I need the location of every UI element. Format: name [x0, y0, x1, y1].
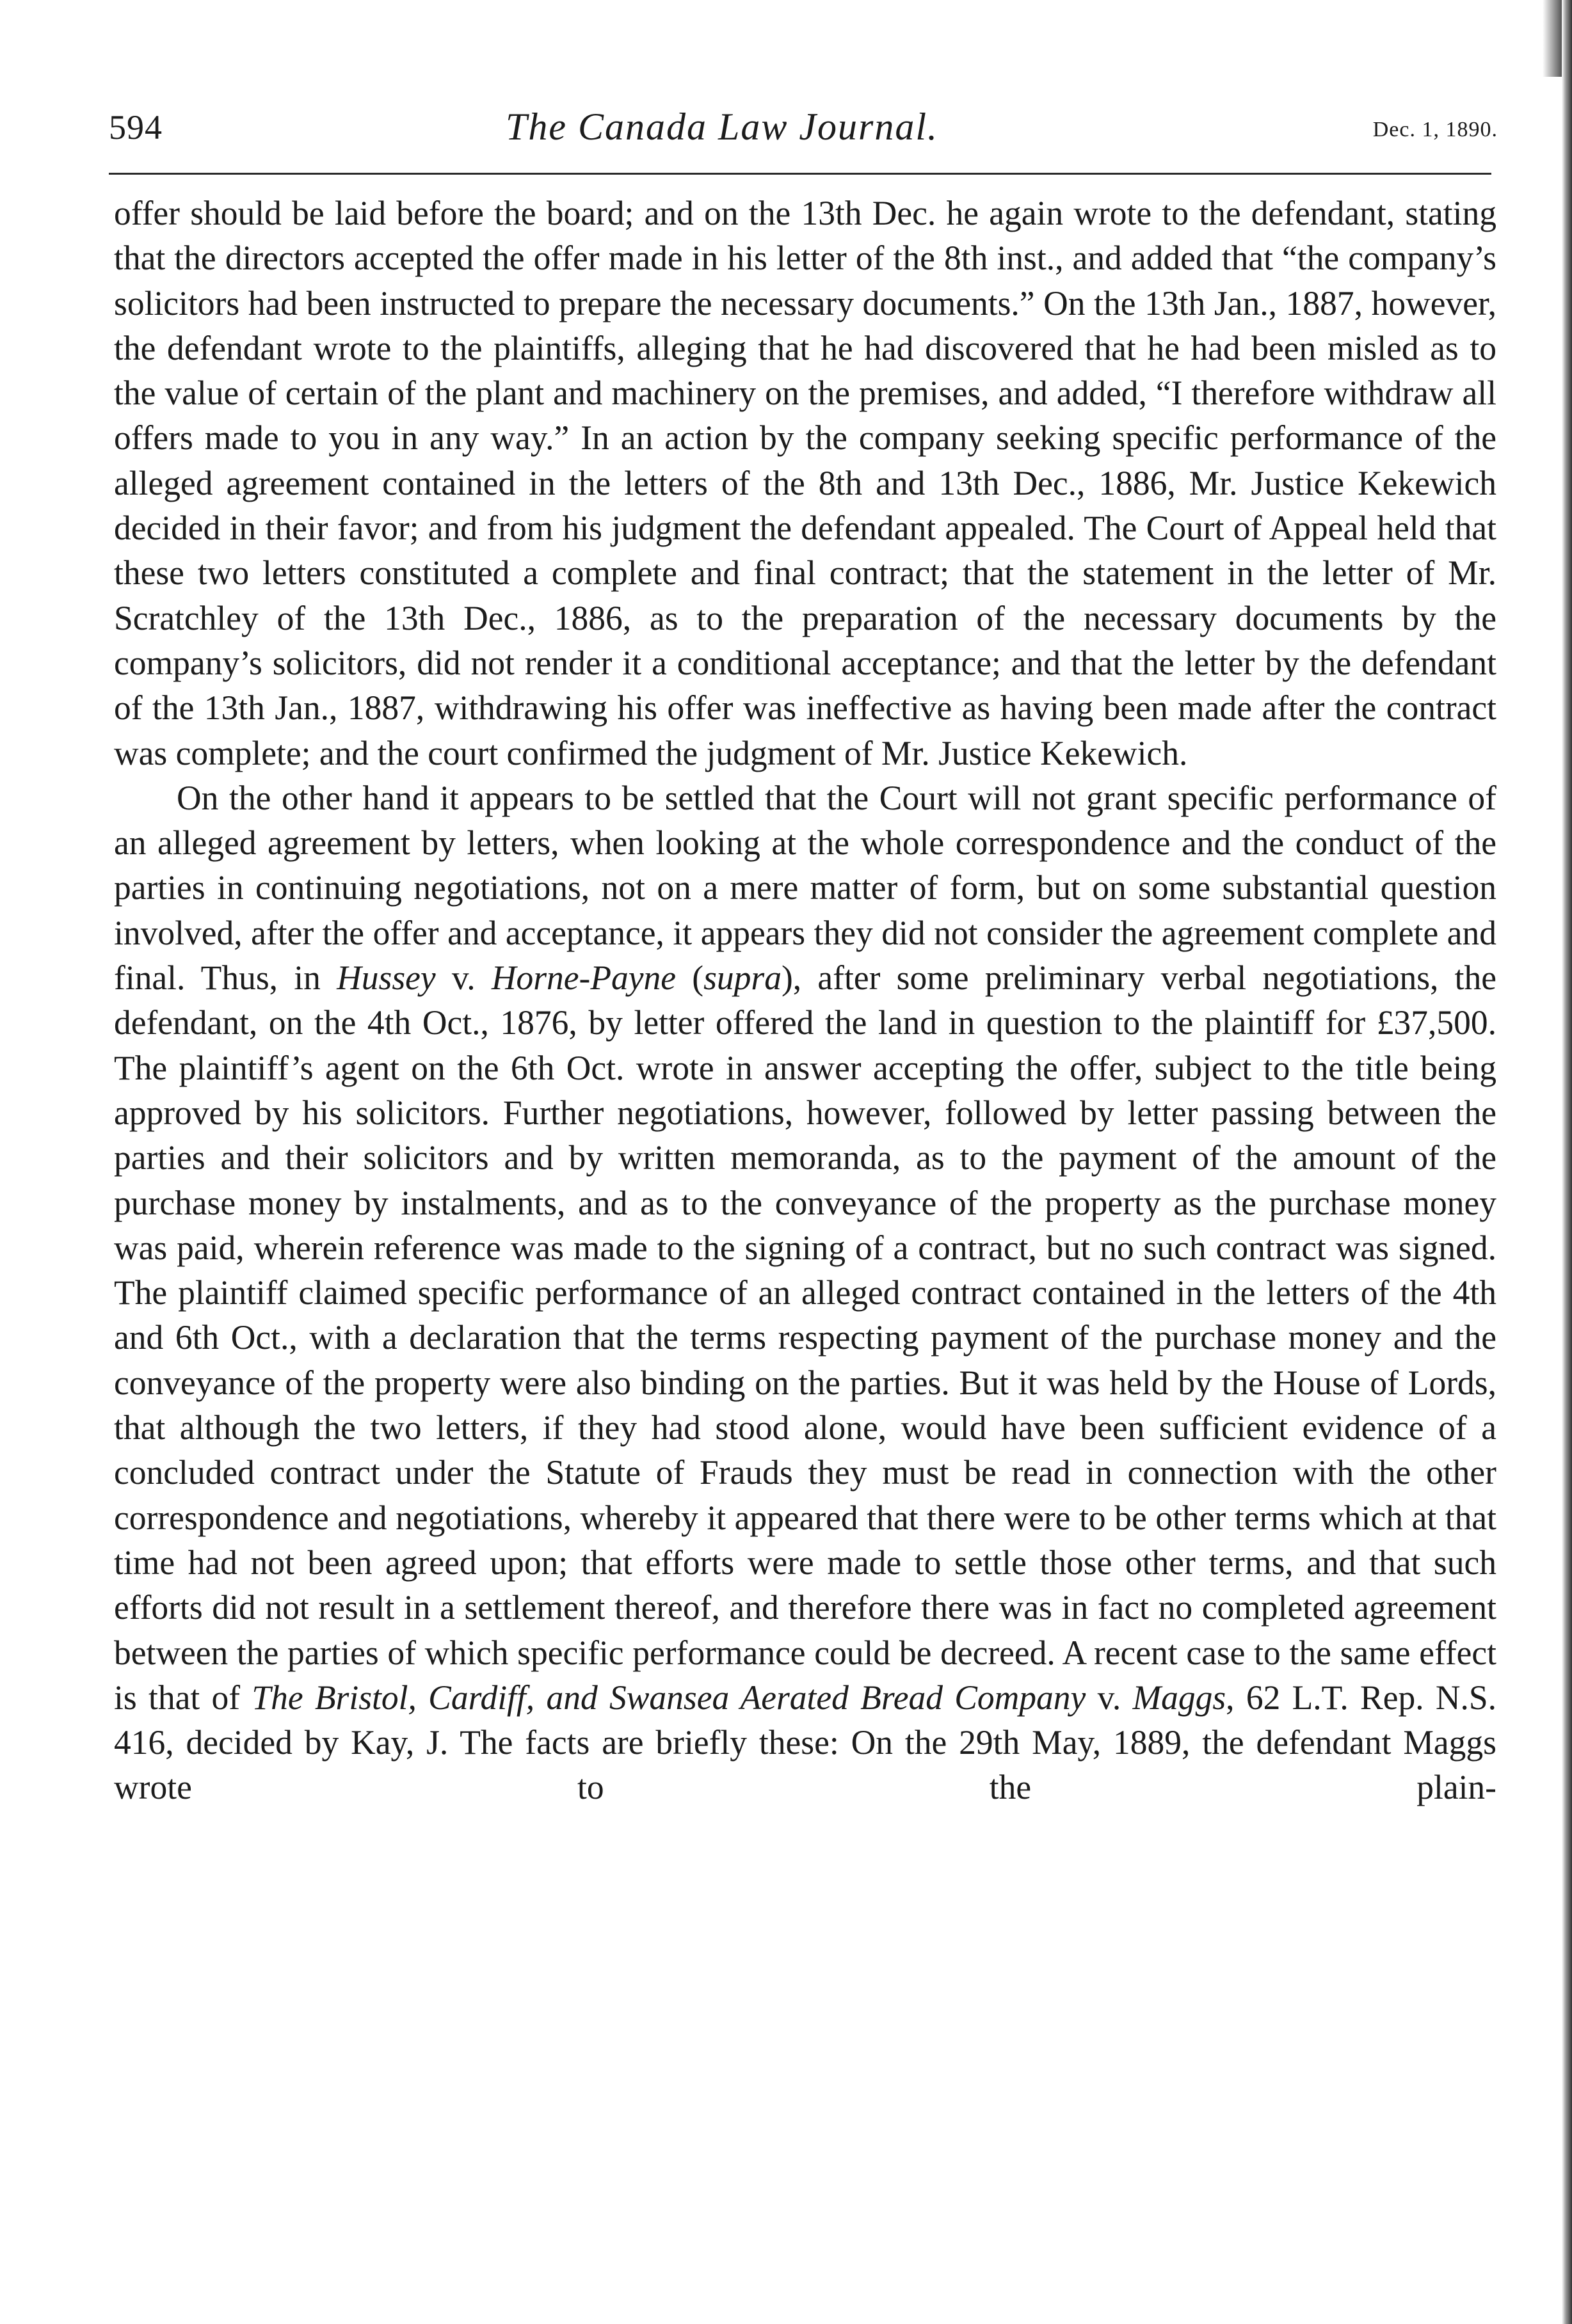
journal-title: The Canada Law Journal. — [506, 106, 939, 148]
supra-reference: supra — [703, 959, 782, 998]
header-rule — [109, 173, 1491, 175]
versus: v. — [435, 959, 492, 998]
case-name-hussey: Hussey — [337, 959, 436, 998]
scan-edge-shadow — [1543, 0, 1562, 77]
page-binding-edge — [1562, 0, 1572, 2324]
text-run: , 62 L.T. Rep. N.S. 416, decided by Kay, J. The facts are briefly these: On the 29th May, 1889, the defendant Maggs wrote to the plain- — [114, 1678, 1496, 1807]
case-name-horne-payne: Horne-Payne — [491, 959, 677, 998]
paren-open: ( — [676, 959, 704, 998]
versus: v. — [1086, 1678, 1133, 1717]
page-number: 594 — [109, 108, 163, 147]
paragraph-specific-performance — [114, 776, 1496, 1810]
article-body — [114, 191, 1496, 1810]
running-header — [102, 107, 1498, 159]
case-name-bristol-bread-company: The Bristol, Cardiff, and Swansea Aerated Bread Company — [252, 1678, 1086, 1717]
text-run: On the other hand it appears to be settled that the Court will not grant specific performance of an alleged agreement by letters, when looking at the whole correspondence and the conduct of the parties in continuing negotiations, not on a mere matter of form, but on some substantial question involved, after the offer and acceptance, it appears they did not consider the agreement complete and final. Thus, in — [114, 778, 1496, 998]
issue-date: Dec. 1, 1890. — [1372, 118, 1498, 141]
paragraph-continued: offer should be laid before the board; and on the 13th Dec. he again wrote to the defendant, stating that the directors accepted the offer made in his letter of the 8th inst., and added that “the company’s solicitors had been instructed to prepare the necessary documents.” On the 13th Jan., 1887, however, the defendant wrote to the plaintiffs, alleging that he had discovered that he had been misled as to the value of certain of the plant and machinery on the premises, and added, “I therefore withdraw all offers made to you in any way.” In an action by the company seeking specific performance of the alleged agreement contained in the letters of the 8th and 13th Dec., 1886, Mr. Justice Kekewich decided in their favor; and from his judgment the defendant appealed. The Court of Appeal held that these two letters constituted a complete and final contract; that the statement in the letter of Mr. Scratchley of the 13th Dec., 1886, as to the preparation of the necessary documents by the company’s solicitors, did not render it a conditional acceptance; and that the letter by the defendant of the 13th Jan., 1887, withdrawing his offer was ineffective as having been made after the contract was complete; and the court confirmed the judgment of Mr. Justice Kekewich. — [114, 194, 1496, 772]
case-name-maggs: Maggs — [1132, 1678, 1226, 1717]
text-run: ), after some preliminary verbal negotiations, the defendant, on the 4th Oct., 1876, by letter offered the land in question to the plaintiff for £37,500. The plaintiff’s agent on the 6th Oct. wrote in answer accepting the offer, subject to the title being approved by his solicitors. Further negotiations, however, followed by letter passing between the parties and their solicitors and by written memoranda, as to the payment of the amount of the purchase money by instalments, and as to the conveyance of the property as the purchase money was paid, wherein reference was made to the signing of a contract, but no such contract was signed. The plaintiff claimed specific performance of an alleged contract contained in the letters of the 4th and 6th Oct., with a declaration that the terms respecting payment of the purchase money and the conveyance of the property were also binding on the parties. But it was held by the House of Lords, that although the two letters, if they had stood alone, would have been sufficient evidence of a concluded contract under the Statute of Frauds they must be read in connection with the other correspondence and negotiations, whereby it appeared that there were to be other terms which at that time had not been agreed upon; that efforts were made to settle those other terms, and that such efforts did not result in a settlement thereof, and therefore there was in fact no completed agreement between the parties of which specific performance could be decreed. A recent case to the same effect is that of — [114, 959, 1496, 1717]
